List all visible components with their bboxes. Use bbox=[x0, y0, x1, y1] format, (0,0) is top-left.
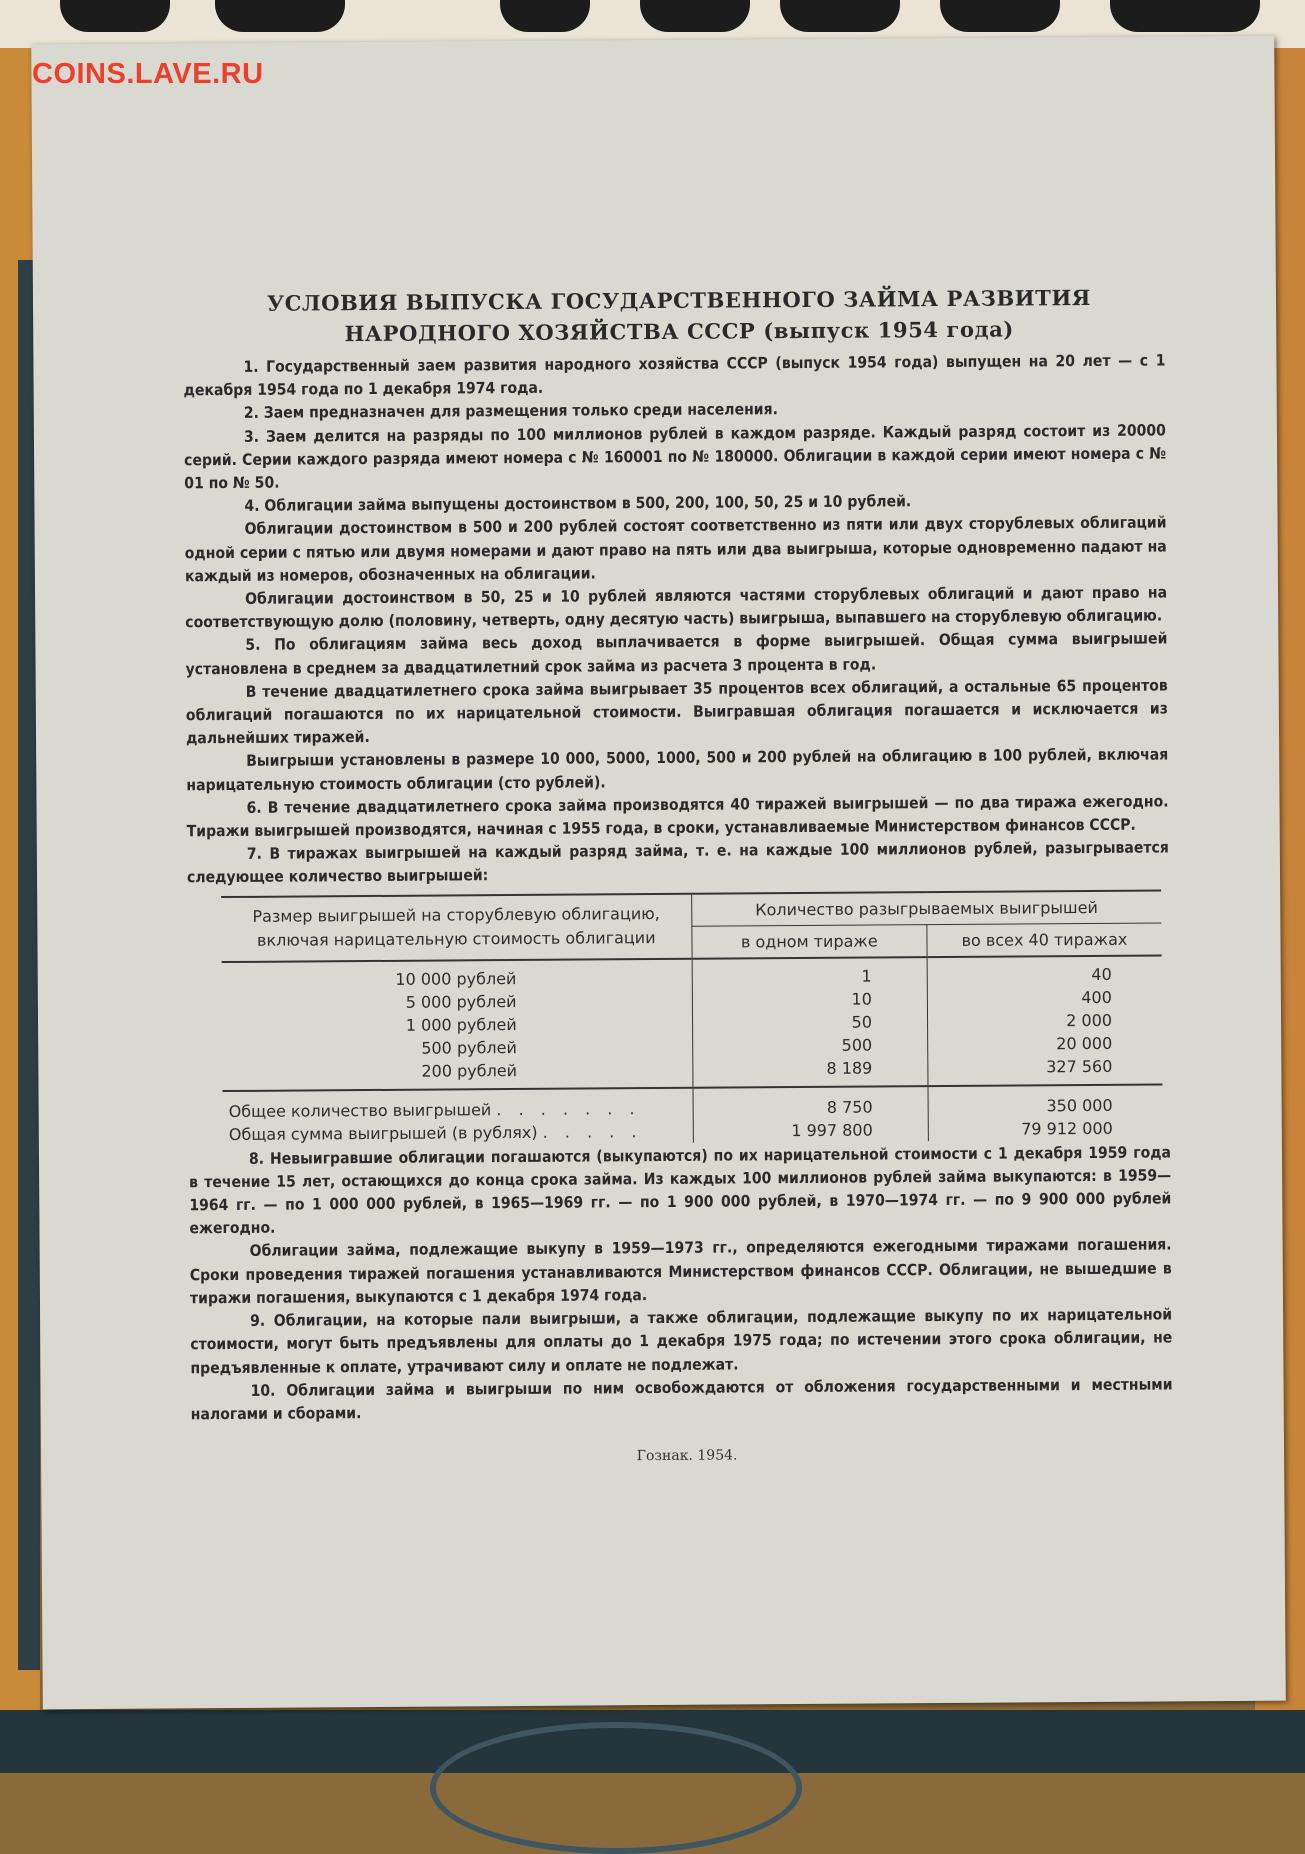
watermark: COINS.LAVE.RU bbox=[32, 58, 264, 90]
prize-table bbox=[221, 889, 1163, 1146]
total-count-one: 8 750 bbox=[826, 1097, 873, 1117]
background-digit-shape bbox=[940, 0, 1060, 32]
all-draws-count: 40 bbox=[1091, 964, 1112, 984]
prize-amount: 200 рублей bbox=[421, 1060, 518, 1081]
all-draws-count: 400 bbox=[1081, 987, 1112, 1007]
all-draws-count: 2 000 bbox=[1066, 1010, 1113, 1030]
dot-leader: . . . . . bbox=[542, 1121, 643, 1142]
one-draw-count: 50 bbox=[851, 1012, 873, 1032]
clause-5-paragraph-b: Выигрыши установлены в размере 10 000, 5000, 1000, 500 и 200 рублей на облигацию в 100 рублей, включая нарицательную стоимость облигации (сто рублей). bbox=[186, 745, 1169, 794]
one-draw-count: 500 bbox=[841, 1035, 873, 1055]
total-sum-all: 79 912 000 bbox=[1021, 1118, 1113, 1139]
clause-7: 7. В тиражах выигрышей на каждый разряд займа, т. е. на каждые 100 миллионов рублей, разыгрывается следующее количество выигрышей: bbox=[186, 838, 1169, 887]
prize-table-header-count: Количество разыгрываемых выигрышей bbox=[691, 890, 1161, 926]
prize-amounts-column bbox=[222, 958, 693, 1090]
title-line-1: УСЛОВИЯ ВЫПУСКА ГОСУДАРСТВЕННОГО ЗАЙМА РАЗВИТИЯ bbox=[266, 284, 1092, 316]
prize-table-body bbox=[222, 955, 1163, 1091]
clause-4-paragraph-a: Облигации достоинством в 500 и 200 рублей состоят соответственно из пяти или двух сторублевых облигаций одной серии с пятью или двумя номерами и дают право на пять или два выигрыша, которые одновременно падают на каждый из номеров, обозначенных на облигации. bbox=[184, 513, 1167, 586]
prize-table-header-size: Размер выигрышей на сторублевую облигацию, включая нарицательную стоимость облигации bbox=[221, 893, 692, 961]
prize-table-header-one-draw: в одном тираже bbox=[692, 924, 928, 958]
prize-table-totals bbox=[223, 1084, 1163, 1146]
prize-amount: 500 рублей bbox=[421, 1037, 517, 1058]
title-line-2: НАРОДНОГО ХОЗЯЙСТВА СССР (выпуск 1954 года) bbox=[344, 316, 1015, 347]
document-body bbox=[183, 281, 1173, 1471]
prize-amount: 10 000 рублей bbox=[395, 968, 517, 989]
one-draw-count: 1 bbox=[861, 966, 872, 986]
one-draw-count: 8 189 bbox=[826, 1058, 873, 1078]
prize-amount: 5 000 рублей bbox=[405, 991, 517, 1012]
total-sum-label bbox=[229, 1119, 687, 1145]
clause-5-paragraph-a: В течение двадцатилетнего срока займа выигрывает 35 процентов всех облигаций, а остальные 65 процентов облигаций погашаются по их нарицательной стоимости. Выигравшая облигация погашается и исключается из дальнейших тиражей. bbox=[185, 676, 1168, 748]
prize-table-header-all-draws: во всех 40 тиражах bbox=[927, 923, 1162, 957]
clause-4-paragraph-b: Облигации достоинством в 50, 25 и 10 рублей являются частями сторублевых облигаций и дают право на соответствующую долю (половину, четверть, одну десятую часть) выигрыша, выпавшего на сторублевую облигацию. bbox=[185, 583, 1168, 632]
clause-4: 4. Облигации займа выпущены достоинством в 500, 200, 100, 50, 25 и 10 рублей. bbox=[244, 492, 912, 516]
dot-leader: . . . . . . . bbox=[496, 1098, 641, 1119]
background-digit-shape bbox=[500, 0, 590, 32]
background-digit-shape bbox=[60, 0, 170, 32]
total-sum-one: 1 997 800 bbox=[791, 1120, 873, 1140]
clause-2: 2. Заем предназначен для размещения только среди населения. bbox=[243, 400, 778, 423]
document-title bbox=[183, 281, 1165, 350]
totals-all-draws bbox=[928, 1084, 1163, 1141]
clause-9: 9. Облигации, на которые пали выигрыши, а также облигации, подлежащие выкупу по их нарицательной стоимости, могут быть предъявлены для оплаты до 1 декабря 1975 года; по истечении этого срока облигации, не предъявленные к оплате, утрачивают силу и оплате не подлежат. bbox=[190, 1305, 1173, 1377]
background-digit-shape bbox=[215, 0, 345, 32]
all-draws-count: 327 560 bbox=[1046, 1056, 1113, 1076]
one-draw-count: 10 bbox=[851, 989, 872, 1009]
background-digit-shape bbox=[640, 0, 750, 32]
total-count-label-text: Общее количество выигрышей bbox=[228, 1099, 492, 1121]
total-count-label bbox=[229, 1096, 687, 1122]
background-bottom bbox=[0, 1710, 1305, 1773]
all-draws-count: 20 000 bbox=[1056, 1033, 1113, 1053]
total-count-all: 350 000 bbox=[1046, 1095, 1113, 1115]
clause-8-paragraph-a: Облигации займа, подлежащие выкупу в 1959—1973 гг., определяются ежегодными тиражами погашения. Сроки проведения тиражей погашения устанавливаются Министерством финансов СССР. Облигации, не вышедшие в тиражи погашения, выкупаются с 1 декабря 1974 года. bbox=[189, 1235, 1172, 1308]
bond-conditions-sheet bbox=[31, 36, 1286, 1710]
background-digit-shape bbox=[1110, 0, 1260, 32]
clause-1: 1. Государственный заем развития народного хозяйства СССР (выпуск 1954 года) выпущен на 20 лет — с 1 декабря 1954 года по 1 декабря 1974 года. bbox=[183, 351, 1166, 400]
totals-one-draw bbox=[693, 1086, 929, 1143]
clause-6: 6. В течение двадцатилетнего срока займа производятся 40 тиражей выигрышей — по два тиража ежегодно. Тиражи выигрышей производятся, начиная с 1955 года, в сроки, устанавливаемые Министерством финансов СССР. bbox=[186, 792, 1169, 841]
clause-3: 3. Заем делится на разряды по 100 миллионов рублей в каждом разряде. Каждый разряд состоит из 20000 серий. Серии каждого разряда имеют номера с № 160001 по № 180000. Облигации в каждой серии имеют номера с № 01 по № 50. bbox=[184, 421, 1167, 493]
clause-8: 8. Невыигравшие облигации погашаются (выкупаются) по их нарицательной стоимости с 1 декабря 1959 года в течение 15 лет, остающихся до конца срока займа. Из каждых 100 миллионов рублей займа выкупаются: в 1959—1964 гг. — по 1 000 000 рублей, в 1965—1969 гг. — по 1 900 000 рублей, в 1970—1974 гг. — по 9 900 000 рублей ежегодно. bbox=[189, 1143, 1172, 1238]
all-draws-column bbox=[927, 955, 1162, 1086]
clause-10: 10. Облигации займа и выигрыши по ним освобождаются от обложения государственными и местными налогами и сборами. bbox=[190, 1375, 1173, 1424]
background-digit-shape bbox=[780, 0, 900, 32]
background-ring bbox=[430, 1722, 802, 1854]
one-draw-column bbox=[692, 957, 928, 1088]
prize-amount: 1 000 рублей bbox=[405, 1014, 517, 1035]
total-sum-label-text: Общая сумма выигрышей (в рублях) bbox=[228, 1122, 538, 1144]
clause-5: 5. По облигациям займа весь доход выплачивается в форме выигрышей. Общая сумма выигрышей установлена в среднем за двадцатилетний срок займа из расчета 3 процента в год. bbox=[185, 629, 1168, 678]
totals-labels bbox=[223, 1087, 694, 1145]
printer-mark: Гознак. 1954. bbox=[636, 1447, 738, 1465]
